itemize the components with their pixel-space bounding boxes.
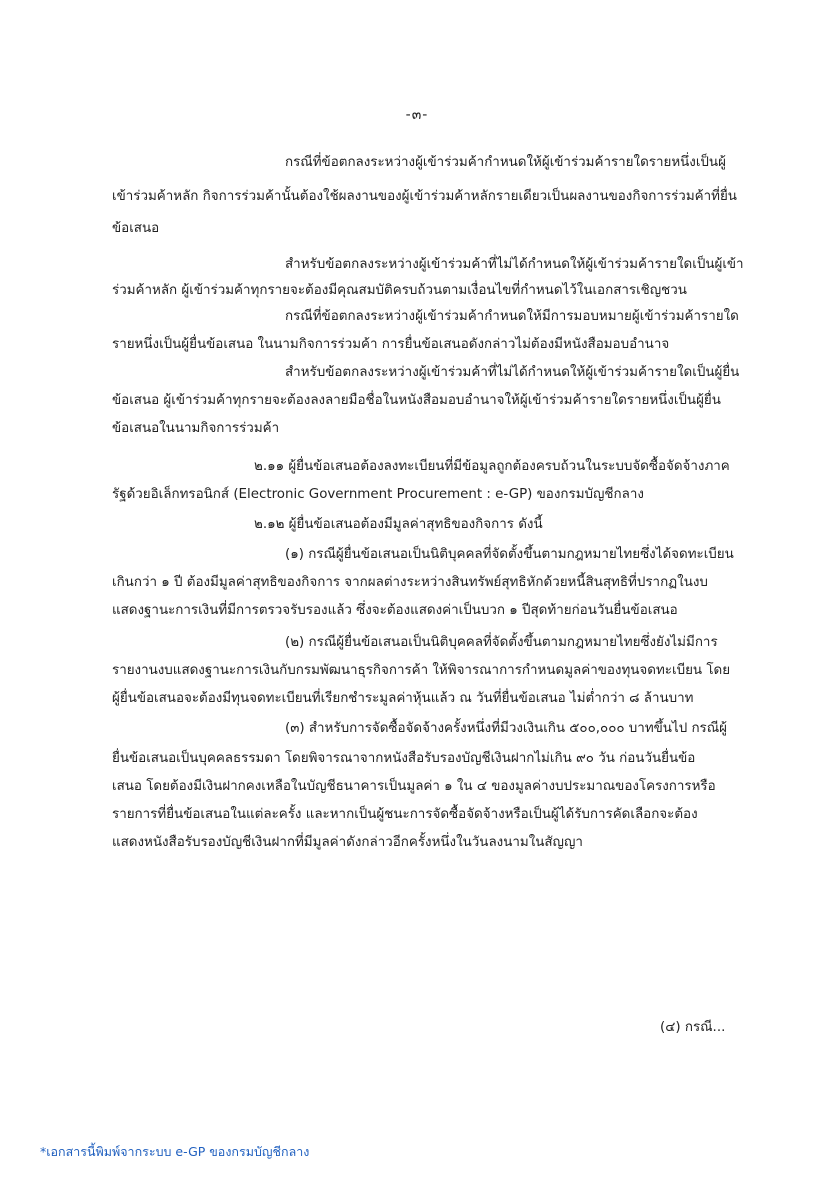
text-line: ข้อเสนอ xyxy=(112,221,160,236)
text-line: กรณีที่ข้อตกลงระหว่างผู้เข้าร่วมค้ากำหนดให้ผู้เข้าร่วมค้ารายใดรายหนึ่งเป็นผู้ xyxy=(285,155,726,170)
text-line: รายหนึ่งเป็นผู้ยื่นข้อเสนอ ในนามกิจการร่วมค้า การยื่นข้อเสนอดังกล่าวไม่ต้องมีหนังสือมอบอำนาจ xyxy=(112,337,670,352)
text-line: รายการที่ยื่นข้อเสนอในแต่ละครั้ง และหากเป็นผู้ชนะการจัดซื้อจัดจ้างหรือเป็นผู้ได้รับการคัดเลือกจะต้อง xyxy=(112,807,698,822)
text-line: ร่วมค้าหลัก ผู้เข้าร่วมค้าทุกรายจะต้องมีคุณสมบัติครบถ้วนตามเงื่อนไขที่กำหนดไว้ในเอกสารเชิญชวน xyxy=(112,283,687,298)
text-line: รายงานงบแสดงฐานะการเงินกับกรมพัฒนาธุรกิจการค้า ให้พิจารณาการกำหนดมูลค่าของทุนจดทะเบียน โดย xyxy=(112,663,731,678)
text-line: สำหรับข้อตกลงระหว่างผู้เข้าร่วมค้าที่ไม่ได้กำหนดให้ผู้เข้าร่วมค้ารายใดเป็นผู้ยื่น xyxy=(285,365,740,380)
text-line: ๒.๑๑ ผู้ยื่นข้อเสนอต้องลงทะเบียนที่มีข้อมูลถูกต้องครบถ้วนในระบบจัดซื้อจัดจ้างภาค xyxy=(254,459,730,474)
text-line: ผู้ยื่นข้อเสนอจะต้องมีทุนจดทะเบียนที่เรียกชำระมูลค่าหุ้นแล้ว ณ วันที่ยื่นข้อเสนอ ไม่ต่ำกว่า ๘ ล้านบาท xyxy=(112,691,694,706)
text-line: ยื่นข้อเสนอเป็นบุคคลธรรมดา โดยพิจารณาจากหนังสือรับรองบัญชีเงินฝากไม่เกิน ๙๐ วัน ก่อนวันยื่นข้อ xyxy=(112,751,696,766)
text-line: เข้าร่วมค้าหลัก กิจการร่วมค้านั้นต้องใช้ผลงานของผู้เข้าร่วมค้าหลักรายเดียวเป็นผลงานของกิจการร่วมค้าที่ยื่น xyxy=(112,189,737,204)
text-line: (๑) กรณีผู้ยื่นข้อเสนอเป็นนิติบุคคลที่จัดตั้งขึ้นตามกฎหมายไทยซึ่งได้จดทะเบียน xyxy=(285,547,734,562)
text-line: ข้อเสนอ ผู้เข้าร่วมค้าทุกรายจะต้องลงลายมือชื่อในหนังสือมอบอำนาจให้ผู้เข้าร่วมค้ารายใดรายหนึ่งเป็นผู้ยื่น xyxy=(112,393,721,408)
page-number: -๓- xyxy=(405,107,429,123)
text-line: ข้อเสนอในนามกิจการร่วมค้า xyxy=(112,421,280,436)
text-line: ๒.๑๒ ผู้ยื่นข้อเสนอต้องมีมูลค่าสุทธิของกิจการ ดังนี้ xyxy=(254,517,543,532)
text-line: สำหรับข้อตกลงระหว่างผู้เข้าร่วมค้าที่ไม่ได้กำหนดให้ผู้เข้าร่วมค้ารายใดเป็นผู้เข้า xyxy=(285,257,744,272)
text-line: แสดงฐานะการเงินที่มีการตรวจรับรองแล้ว ซึ่งจะต้องแสดงค่าเป็นบวก ๑ ปีสุดท้ายก่อนวันยื่นข้อเสนอ xyxy=(112,603,678,618)
text-line: เกินกว่า ๑ ปี ต้องมีมูลค่าสุทธิของกิจการ จากผลต่างระหว่างสินทรัพย์สุทธิหักด้วยหนี้สินสุทธิที่ปรากฏในงบ xyxy=(112,575,708,590)
text-line: เสนอ โดยต้องมีเงินฝากคงเหลือในบัญชีธนาคารเป็นมูลค่า ๑ ใน ๔ ของมูลค่างบประมาณของโครงการหรือ xyxy=(112,779,716,794)
text-line: (๒) กรณีผู้ยื่นข้อเสนอเป็นนิติบุคคลที่จัดตั้งขึ้นตามกฎหมายไทยซึ่งยังไม่มีการ xyxy=(285,635,718,650)
text-line: แสดงหนังสือรับรองบัญชีเงินฝากที่มีมูลค่าดังกล่าวอีกครั้งหนึ่งในวันลงนามในสัญญา xyxy=(112,835,583,850)
footer-note: *เอกสารนี้พิมพ์จากระบบ e-GP ของกรมบัญชีกลาง xyxy=(40,1144,310,1159)
text-line: รัฐด้วยอิเล็กทรอนิกส์ (Electronic Government Procurement : e-GP) ของกรมบัญชีกลาง xyxy=(112,487,644,502)
text-line: (๓) สำหรับการจัดซื้อจัดจ้างครั้งหนึ่งที่มีวงเงินเกิน ๕๐๐,๐๐๐ บาทขึ้นไป กรณีผู้ xyxy=(285,721,728,736)
continuation-marker: (๔) กรณี... xyxy=(660,1020,726,1035)
text-line: กรณีที่ข้อตกลงระหว่างผู้เข้าร่วมค้ากำหนดให้มีการมอบหมายผู้เข้าร่วมค้ารายใด xyxy=(285,309,739,324)
